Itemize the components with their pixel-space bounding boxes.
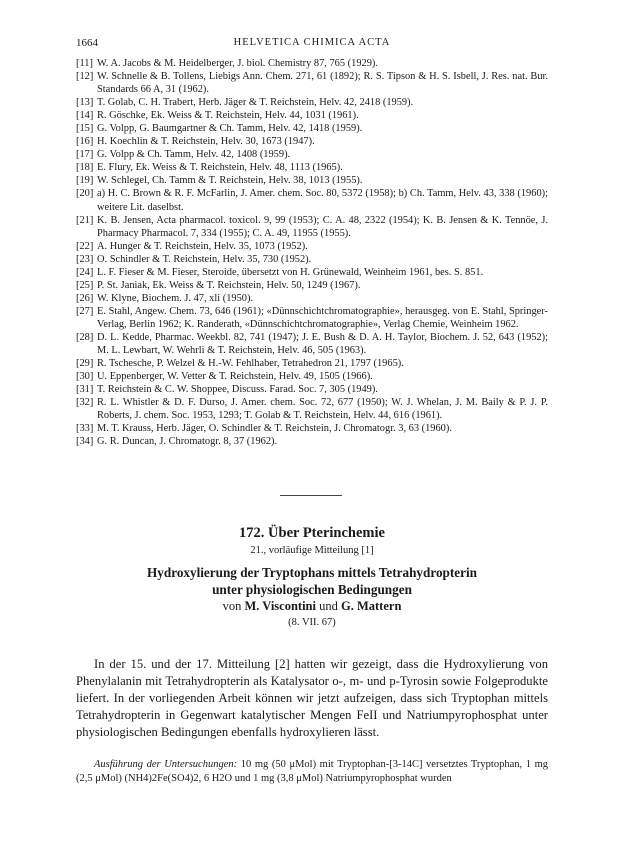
reference-item bbox=[76, 70, 548, 96]
article-header bbox=[76, 523, 548, 631]
reference-item bbox=[76, 266, 548, 279]
reference-text: a) H. C. Brown & R. F. McFarlin, J. Amer. chem. Soc. 80, 5372 (1958); b) Ch. Tamm, Helv. 43, 338 (1960); weitere Lit. daselbst. bbox=[97, 188, 548, 213]
reference-text: U. Eppenberger, W. Vetter & T. Reichstein, Helv. 49, 1505 (1966). bbox=[97, 371, 373, 383]
article-heading-line: Hydroxylierung der Tryptophans mittels Tetrahydropterin bbox=[147, 565, 477, 580]
reference-item bbox=[76, 187, 548, 213]
reference-item bbox=[76, 357, 548, 370]
author-join: und bbox=[319, 599, 338, 613]
reference-item bbox=[76, 122, 548, 135]
reference-text: G. Volpp & Ch. Tamm, Helv. 42, 1408 (1959). bbox=[97, 149, 291, 161]
reference-number: [14] bbox=[76, 110, 94, 122]
reference-list bbox=[76, 57, 548, 448]
reference-item bbox=[76, 214, 548, 240]
reference-text: T. Reichstein & C. W. Shoppee, Discuss. Farad. Soc. 7, 305 (1949). bbox=[97, 384, 378, 396]
reference-text: E. Flury, Ek. Weiss & T. Reichstein, Helv. 48, 1113 (1965). bbox=[97, 162, 343, 174]
reference-item bbox=[76, 279, 548, 292]
reference-item bbox=[76, 370, 548, 383]
reference-text: R. L. Whistler & D. F. Durso, J. Amer. chem. Soc. 72, 677 (1950); W. J. Whelan, J. M. Baily & P. J. P. Roberts, J. chem. Soc. 1953, 1293; T. Golab & T. Reichstein, Helv. 44, 616 (1961). bbox=[97, 397, 548, 422]
reference-text: G. R. Duncan, J. Chromatogr. 8, 37 (1962). bbox=[97, 436, 278, 448]
reference-number: [29] bbox=[76, 358, 94, 370]
reference-number: [15] bbox=[76, 123, 94, 135]
method-paragraph bbox=[76, 758, 548, 785]
author-name: M. Viscontini bbox=[244, 599, 316, 613]
article-body: In der 15. und der 17. Mitteilung [2] hatten wir gezeigt, dass die Hydroxylierung von Phenylalanin mit Tetrahydropterin als Katalysator o-, m- und p-Tyrosin sowie Folgeprodukte liefert. In der vorliegenden Arbeit können wir jetzt aufzeigen, dass sich Tryptophan mittels Tetrahydropterin in Gegenwart katalytischer Mengen FeII und Natriumpyrophosphat unter physiologischen Bedingungen ebenfalls hydroxylieren lässt. bbox=[76, 657, 548, 739]
reference-number: [34] bbox=[76, 436, 94, 448]
reference-number: [24] bbox=[76, 266, 94, 278]
reference-item bbox=[76, 435, 548, 448]
reference-text: H. Koechlin & T. Reichstein, Helv. 30, 1673 (1947). bbox=[97, 136, 315, 148]
reference-number: [30] bbox=[76, 371, 94, 383]
reference-number: [27] bbox=[76, 305, 94, 317]
reference-number: [32] bbox=[76, 397, 94, 409]
reference-number: [20] bbox=[76, 188, 94, 200]
reference-item bbox=[76, 57, 548, 70]
reference-text: T. Golab, C. H. Trabert, Herb. Jäger & T. Reichstein, Helv. 42, 2418 (1959). bbox=[97, 97, 414, 109]
reference-text: A. Hunger & T. Reichstein, Helv. 35, 1073 (1952). bbox=[97, 240, 308, 252]
reference-item bbox=[76, 174, 548, 187]
reference-number: [33] bbox=[76, 423, 94, 435]
reference-number: [31] bbox=[76, 384, 94, 396]
article-heading bbox=[76, 565, 548, 598]
article-heading-line: unter physiologischen Bedingungen bbox=[212, 581, 412, 597]
reference-text: M. T. Krauss, Herb. Jäger, O. Schindler & T. Reichstein, J. Chromatogr. 3, 63 (1960). bbox=[97, 423, 452, 435]
reference-item bbox=[76, 240, 548, 253]
reference-item bbox=[76, 396, 548, 422]
journal-title: HELVETICA CHIMICA ACTA bbox=[233, 37, 391, 48]
reference-number: [17] bbox=[76, 149, 94, 161]
reference-item bbox=[76, 109, 548, 122]
article-title: 172. Über Pterinchemie bbox=[239, 525, 385, 541]
reference-item bbox=[76, 148, 548, 161]
article-subtitle: 21., vorläufige Mitteilung [1] bbox=[250, 545, 374, 556]
reference-number: [16] bbox=[76, 136, 94, 148]
article-authors bbox=[76, 598, 548, 615]
reference-text: R. Tschesche, P. Welzel & H.-W. Fehlhaber, Tetrahedron 21, 1797 (1965). bbox=[97, 358, 404, 370]
article-date: (8. VII. 67) bbox=[288, 617, 336, 628]
reference-text: P. St. Janiak, Ek. Weiss & T. Reichstein, Helv. 50, 1249 (1967). bbox=[97, 279, 361, 291]
reference-text: G. Volpp, G. Baumgartner & Ch. Tamm, Helv. 42, 1418 (1959). bbox=[97, 123, 363, 135]
reference-number: [28] bbox=[76, 331, 94, 343]
reference-number: [19] bbox=[76, 175, 94, 187]
reference-number: [21] bbox=[76, 214, 94, 226]
reference-number: [18] bbox=[76, 162, 94, 174]
reference-number: [23] bbox=[76, 253, 94, 265]
reference-number: [11] bbox=[76, 58, 93, 69]
reference-text: K. B. Jensen, Acta pharmacol. toxicol. 9, 99 (1953); C. A. 48, 2322 (1954); K. B. Jensen & K. Tennöe, J. Pharmacy Pharmacol. 7, 334 (1955); C. A. 49, 11955 (1955). bbox=[97, 214, 548, 239]
reference-item bbox=[76, 253, 548, 266]
page-number: 1664 bbox=[76, 37, 98, 49]
reference-item bbox=[76, 292, 548, 305]
reference-item bbox=[76, 135, 548, 148]
reference-item bbox=[76, 305, 548, 331]
reference-item bbox=[76, 331, 548, 357]
method-text: 10 mg (50 μMol) mit Tryptophan-[3-14C] versetztes Tryptophan, 1 mg (2,5 μMol) (NH4)2Fe(SO4)2, 6 H2O und 1 mg (3,8 μMol) Natriumpyrophosphat wurden bbox=[76, 759, 548, 784]
reference-text: E. Stahl, Angew. Chem. 73, 646 (1961); «Dünnschichtchromatographie», herausgeg. von E. Stahl, Springer-Verlag, Berlin 1962; K. Randerath, «Dünnschichtchromatographie», Verlag Chemie, Weinheim 1962. bbox=[97, 305, 548, 330]
reference-text: D. L. Kedde, Pharmac. Weekbl. 82, 741 (1947); J. E. Bush & D. A. H. Taylor, Biochem. J. 52, 643 (1952); M. L. Lewbart, W. Wehrli & T. Reichstein, Helv. 46, 505 (1963). bbox=[97, 331, 548, 357]
reference-text: R. Göschke, Ek. Weiss & T. Reichstein, Helv. 44, 1031 (1961). bbox=[97, 110, 359, 122]
section-divider bbox=[280, 495, 342, 496]
reference-item bbox=[76, 422, 548, 435]
reference-text: O. Schindler & T. Reichstein, Helv. 35, 730 (1952). bbox=[97, 253, 312, 265]
running-header bbox=[76, 37, 548, 51]
author-name: G. Mattern bbox=[341, 599, 402, 613]
reference-item bbox=[76, 383, 548, 396]
reference-text: W. Schnelle & B. Tollens, Liebigs Ann. Chem. 271, 61 (1892); R. S. Tipson & H. S. Isbell, J. Res. nat. Bur. Standards 66 A, 31 (1962). bbox=[97, 71, 548, 96]
reference-text: W. Schlegel, Ch. Tamm & T. Reichstein, Helv. 38, 1013 (1955). bbox=[97, 175, 363, 187]
reference-item bbox=[76, 161, 548, 174]
reference-number: [25] bbox=[76, 279, 94, 291]
reference-text: W. Klyne, Biochem. J. 47, xli (1950). bbox=[97, 292, 254, 304]
reference-text: L. F. Fieser & M. Fieser, Steroide, übersetzt von H. Grünewald, Weinheim 1961, bes. S. 851. bbox=[97, 266, 484, 278]
reference-number: [22] bbox=[76, 240, 94, 252]
reference-number: [12] bbox=[76, 71, 94, 83]
author-prefix: von bbox=[222, 599, 242, 613]
method-label: Ausführung der Untersuchungen: bbox=[94, 759, 238, 770]
reference-number: [26] bbox=[76, 292, 94, 304]
reference-number: [13] bbox=[76, 97, 94, 109]
reference-item bbox=[76, 96, 548, 109]
reference-text: W. A. Jacobs & M. Heidelberger, J. biol. Chemistry 87, 765 (1929). bbox=[97, 58, 378, 69]
